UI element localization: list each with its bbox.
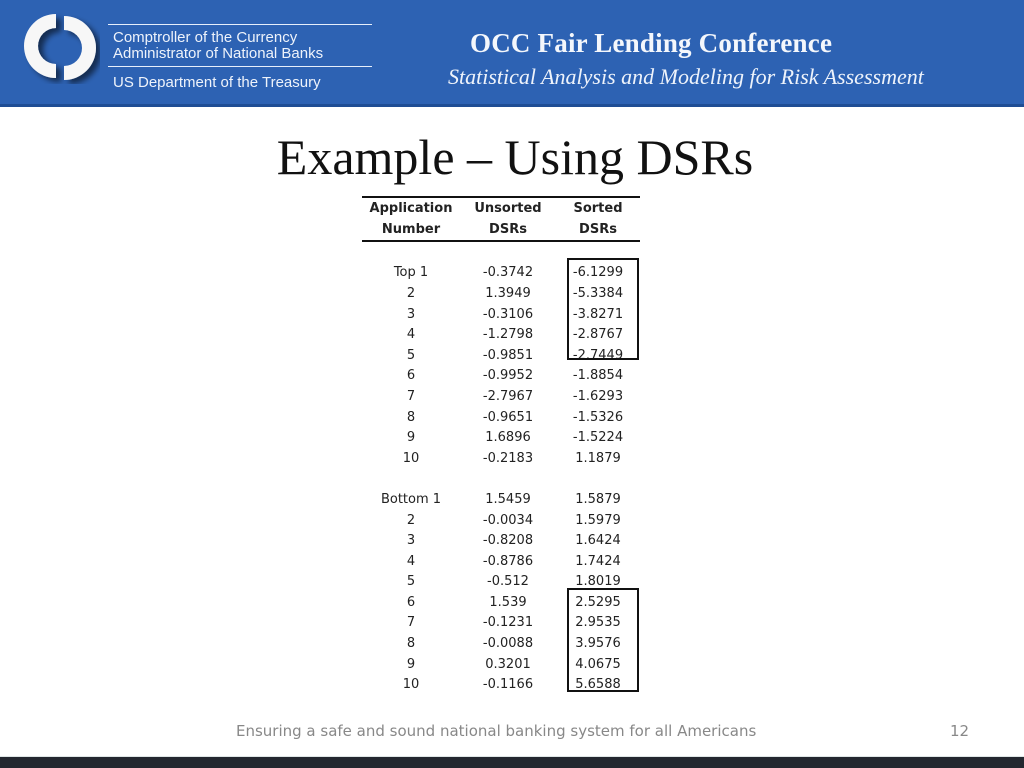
cell-sorted: 1.6424: [575, 533, 621, 549]
cell-unsorted: -0.3106: [482, 306, 534, 322]
conference-title: OCC Fair Lending Conference: [470, 28, 833, 58]
cell-app: 8: [406, 409, 416, 425]
cell-unsorted: 1.3949: [485, 285, 531, 301]
cell-sorted: -1.5326: [572, 409, 624, 425]
cell-unsorted: 1.6896: [485, 430, 531, 446]
cell-sorted: -2.7449: [572, 347, 624, 363]
table-row: [362, 407, 640, 428]
highlight-box-top5: [567, 258, 639, 360]
cell-sorted: -1.5224: [572, 430, 624, 446]
agency-name: Comptroller of the Currency: [113, 29, 298, 46]
cell-unsorted: -2.7967: [482, 388, 534, 404]
cell-unsorted: 0.3201: [485, 656, 531, 672]
column-header: Unsorted: [474, 201, 542, 216]
column-header: Sorted: [573, 201, 623, 216]
cell-sorted: -6.1299: [572, 265, 624, 281]
cell-app: 10: [402, 450, 420, 466]
table-header-row: [362, 198, 640, 219]
cell-sorted: 1.1879: [575, 450, 621, 466]
highlight-box-bottom5: [567, 588, 639, 692]
cell-sorted: 1.7424: [575, 553, 621, 569]
occ-logo-icon: [20, 10, 100, 84]
cell-sorted: -5.3384: [572, 285, 624, 301]
cell-app: 8: [406, 636, 416, 652]
cell-app: 9: [406, 430, 416, 446]
cell-app: 5: [406, 574, 416, 590]
agency-subtitle: Administrator of National Banks: [113, 45, 324, 62]
cell-sorted: 1.5979: [575, 512, 621, 528]
cell-sorted: -2.8767: [572, 327, 624, 343]
cell-sorted: 5.6588: [575, 677, 621, 693]
cell-unsorted: -0.8786: [482, 553, 534, 569]
divider: [108, 66, 372, 67]
cell-unsorted: 1.5459: [485, 491, 531, 507]
cell-app: 7: [406, 615, 416, 631]
cell-app: 6: [406, 594, 416, 610]
cell-app: 10: [402, 677, 420, 693]
page-number: 12: [950, 722, 970, 740]
agency-block: [108, 24, 372, 91]
table-row: [362, 530, 640, 551]
cell-unsorted: -0.2183: [482, 450, 534, 466]
cell-sorted: -3.8271: [572, 306, 624, 322]
cell-unsorted: -1.2798: [482, 327, 534, 343]
table-row: [362, 448, 640, 469]
cell-sorted: 4.0675: [575, 656, 621, 672]
department-name: US Department of the Treasury: [113, 74, 321, 91]
footer-tagline: Ensuring a safe and sound national banking system for all Americans: [236, 722, 757, 740]
cell-app: 4: [406, 553, 416, 569]
table-row: [362, 489, 640, 510]
cell-app: 3: [406, 306, 416, 322]
cell-sorted: 1.8019: [575, 574, 621, 590]
cell-sorted: 2.9535: [575, 615, 621, 631]
table-row: [362, 366, 640, 387]
cell-app: 5: [406, 347, 416, 363]
cell-unsorted: -0.512: [487, 574, 529, 590]
cell-app: 2: [406, 285, 416, 301]
cell-unsorted: -0.3742: [482, 265, 534, 281]
table-row: [362, 510, 640, 531]
cell-unsorted: -0.0088: [482, 636, 534, 652]
cell-app: 3: [406, 533, 416, 549]
cell-unsorted: -0.9651: [482, 409, 534, 425]
column-header: Number: [381, 222, 441, 237]
cell-sorted: 3.9576: [575, 636, 621, 652]
cell-unsorted: -0.9952: [482, 368, 534, 384]
table-row: [362, 386, 640, 407]
table-row: [362, 427, 640, 448]
cell-app: Top 1: [393, 265, 429, 281]
cell-sorted: -1.6293: [572, 388, 624, 404]
cell-app: 6: [406, 368, 416, 384]
cell-app: 7: [406, 388, 416, 404]
slide-title: Example – Using DSRs: [276, 129, 754, 185]
cell-app: 4: [406, 327, 416, 343]
slide-header: [0, 0, 1024, 107]
cell-app: 9: [406, 656, 416, 672]
cell-app: 2: [406, 512, 416, 528]
divider: [108, 24, 372, 25]
column-header: DSRs: [579, 222, 617, 237]
cell-unsorted: -0.8208: [482, 533, 534, 549]
cell-sorted: 1.5879: [575, 491, 621, 507]
cell-unsorted: 1.539: [489, 594, 527, 610]
cell-unsorted: -0.1166: [482, 677, 534, 693]
table-row: [362, 551, 640, 572]
cell-unsorted: -0.1231: [482, 615, 534, 631]
table-header-row: [362, 219, 640, 240]
cell-sorted: -1.8854: [572, 368, 624, 384]
column-header: Application: [369, 201, 453, 216]
table-spacer: [362, 469, 640, 490]
cell-sorted: 2.5295: [575, 594, 621, 610]
cell-app: Bottom 1: [380, 491, 442, 507]
cell-unsorted: -0.9851: [482, 347, 534, 363]
column-header: DSRs: [489, 222, 527, 237]
conference-subtitle: Statistical Analysis and Modeling for Risk Assessment: [448, 64, 924, 89]
footer-bar: [0, 756, 1024, 768]
cell-unsorted: -0.0034: [482, 512, 534, 528]
